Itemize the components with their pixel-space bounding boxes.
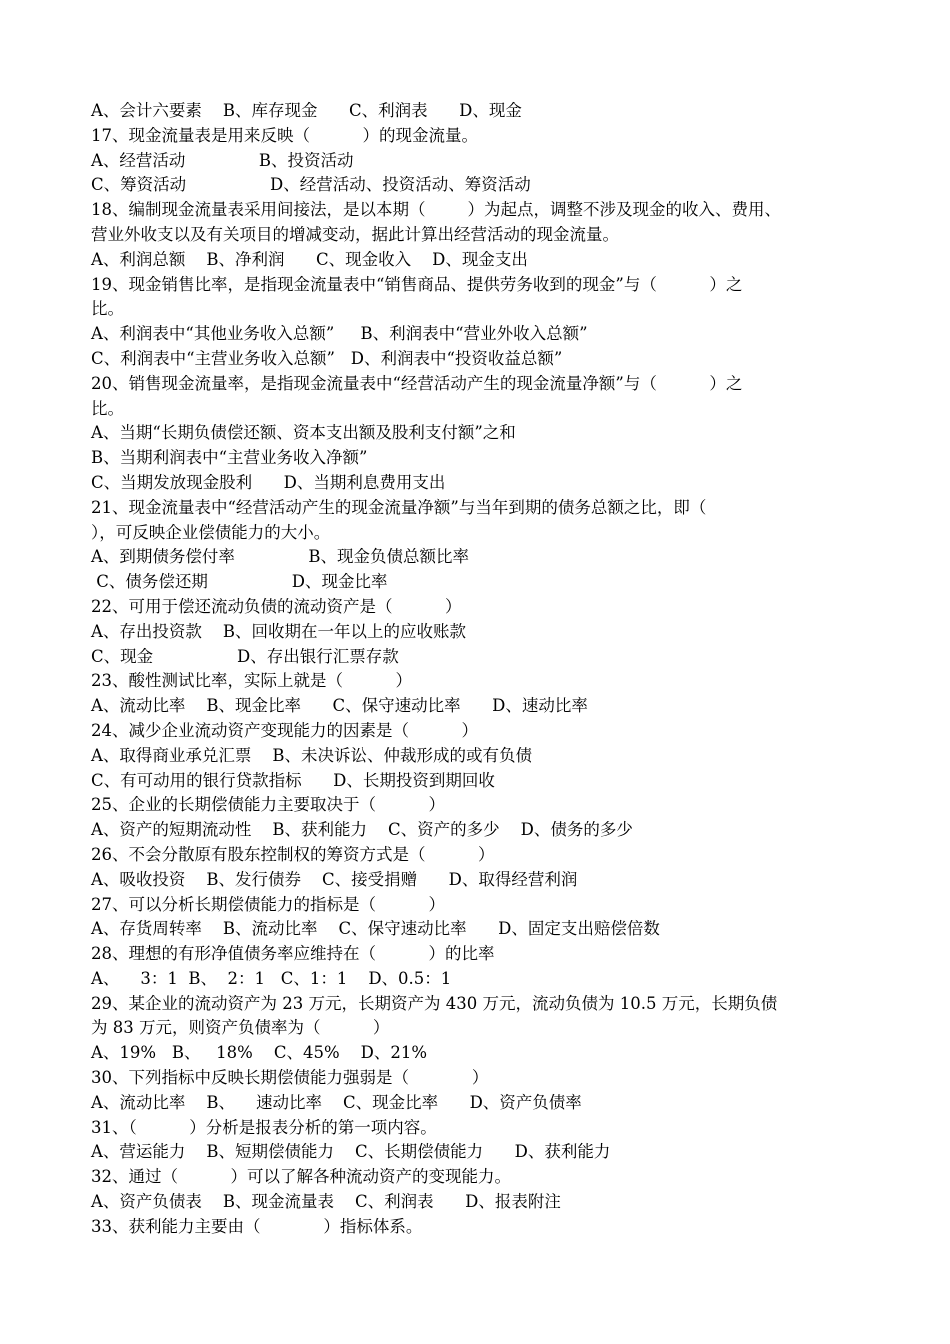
text-line: 31、（ ）分析是报表分析的第一项内容。 xyxy=(91,1117,437,1137)
text-line: A、资产的短期流动性 B、获利能力 C、资产的多少 D、债务的多少 xyxy=(91,820,633,840)
text-line: A、存货周转率 B、流动比率 C、保守速动比率 D、固定支出赔偿倍数 xyxy=(91,919,660,939)
text-line: A、19% B、 18% C、45% D、21% xyxy=(91,1043,428,1063)
text-line: 33、获利能力主要由（ ）指标体系。 xyxy=(91,1216,423,1236)
text-line: A、资产负债表 B、现金流量表 C、利润表 D、报表附注 xyxy=(91,1192,561,1212)
text-line: A、存出投资款 B、回收期在一年以上的应收账款 xyxy=(91,621,467,641)
text-line: 19、现金销售比率，是指现金流量表中“销售商品、提供劳务收到的现金”与（ ）之 xyxy=(91,274,743,294)
text-line: 比。 xyxy=(91,299,124,319)
text-line: 18、编制现金流量表采用间接法，是以本期（ ）为起点，调整不涉及现金的收入、费用、 xyxy=(91,200,781,220)
text-line: 21、现金流量表中“经营活动产生的现金流量净额”与当年到期的债务总额之比，即（ xyxy=(91,497,707,517)
text-line: 32、通过（ ）可以了解各种流动资产的变现能力。 xyxy=(91,1167,511,1187)
text-line: A、利润总额 B、净利润 C、现金收入 D、现金支出 xyxy=(91,249,528,269)
text-line: 比。 xyxy=(91,398,124,418)
text-line: 20、销售现金流量率，是指现金流量表中“经营活动产生的现金流量净额”与（ ）之 xyxy=(91,373,743,393)
text-line: C、有可动用的银行贷款指标 D、长期投资到期回收 xyxy=(91,770,495,790)
text-line: 26、不会分散原有股东控制权的筹资方式是（ ） xyxy=(91,844,495,864)
text-line: 为 83 万元，则资产负债率为（ ） xyxy=(91,1018,390,1038)
text-line: A、营运能力 B、短期偿债能力 C、长期偿债能力 D、获利能力 xyxy=(91,1142,611,1162)
text-line: A、取得商业承兑汇票 B、未决诉讼、仲裁形成的或有负债 xyxy=(91,745,533,765)
text-line: A、当期“长期负债偿还额、资本支出额及股利支付额”之和 xyxy=(91,423,516,443)
text-line: A、利润表中“其他业务收入总额” B、利润表中“营业外收入总额” xyxy=(91,324,588,344)
text-line: A、 3：1 B、 2：1 C、1：1 D、0.5：1 xyxy=(91,968,452,988)
text-line: C、利润表中“主营业务收入总额” D、利润表中“投资收益总额” xyxy=(91,348,563,368)
text-line: C、筹资活动 D、经营活动、投资活动、筹资活动 xyxy=(91,175,531,195)
text-line: B、当期利润表中“主营业务收入净额” xyxy=(91,448,368,468)
text-line: A、流动比率 B、 速动比率 C、现金比率 D、资产负债率 xyxy=(91,1092,582,1112)
text-line: C、当期发放现金股利 D、当期利息费用支出 xyxy=(91,472,446,492)
text-line: 17、现金流量表是用来反映（ ）的现金流量。 xyxy=(91,125,478,145)
text-line: 27、可以分析长期偿债能力的指标是（ ） xyxy=(91,894,445,914)
text-line: 25、企业的长期偿债能力主要取决于（ ） xyxy=(91,795,445,815)
text-line: ），可反映企业偿债能力的大小。 xyxy=(91,522,331,542)
text-line: A、经营活动 B、投资活动 xyxy=(91,150,354,170)
text-line: 营业外收支以及有关项目的增减变动，据此计算出经营活动的现金流量。 xyxy=(91,224,619,244)
text-line: A、到期债务偿付率 B、现金负债总额比率 xyxy=(91,547,469,567)
text-line: 24、减少企业流动资产变现能力的因素是（ ） xyxy=(91,720,478,740)
text-line: C、债务偿还期 D、现金比率 xyxy=(91,572,388,592)
text-line: A、吸收投资 B、发行债券 C、接受捐赠 D、取得经营利润 xyxy=(91,869,578,889)
text-line: 28、理想的有形净值债务率应维持在（ ）的比率 xyxy=(91,944,495,964)
text-line: A、会计六要素 B、库存现金 C、利润表 D、现金 xyxy=(91,101,522,120)
document-page xyxy=(91,99,866,1240)
text-line: 23、酸性测试比率，实际上就是（ ） xyxy=(91,671,412,691)
text-line: C、现金 D、存出银行汇票存款 xyxy=(91,646,399,666)
text-line: 29、某企业的流动资产为 23 万元，长期资产为 430 万元，流动负债为 10.5 万元，长期负债 xyxy=(91,993,778,1013)
text-line: A、流动比率 B、现金比率 C、保守速动比率 D、速动比率 xyxy=(91,696,588,716)
text-line: 30、下列指标中反映长期偿债能力强弱是（ ） xyxy=(91,1068,489,1088)
text-line: 22、可用于偿还流动负债的流动资产是（ ） xyxy=(91,596,462,616)
